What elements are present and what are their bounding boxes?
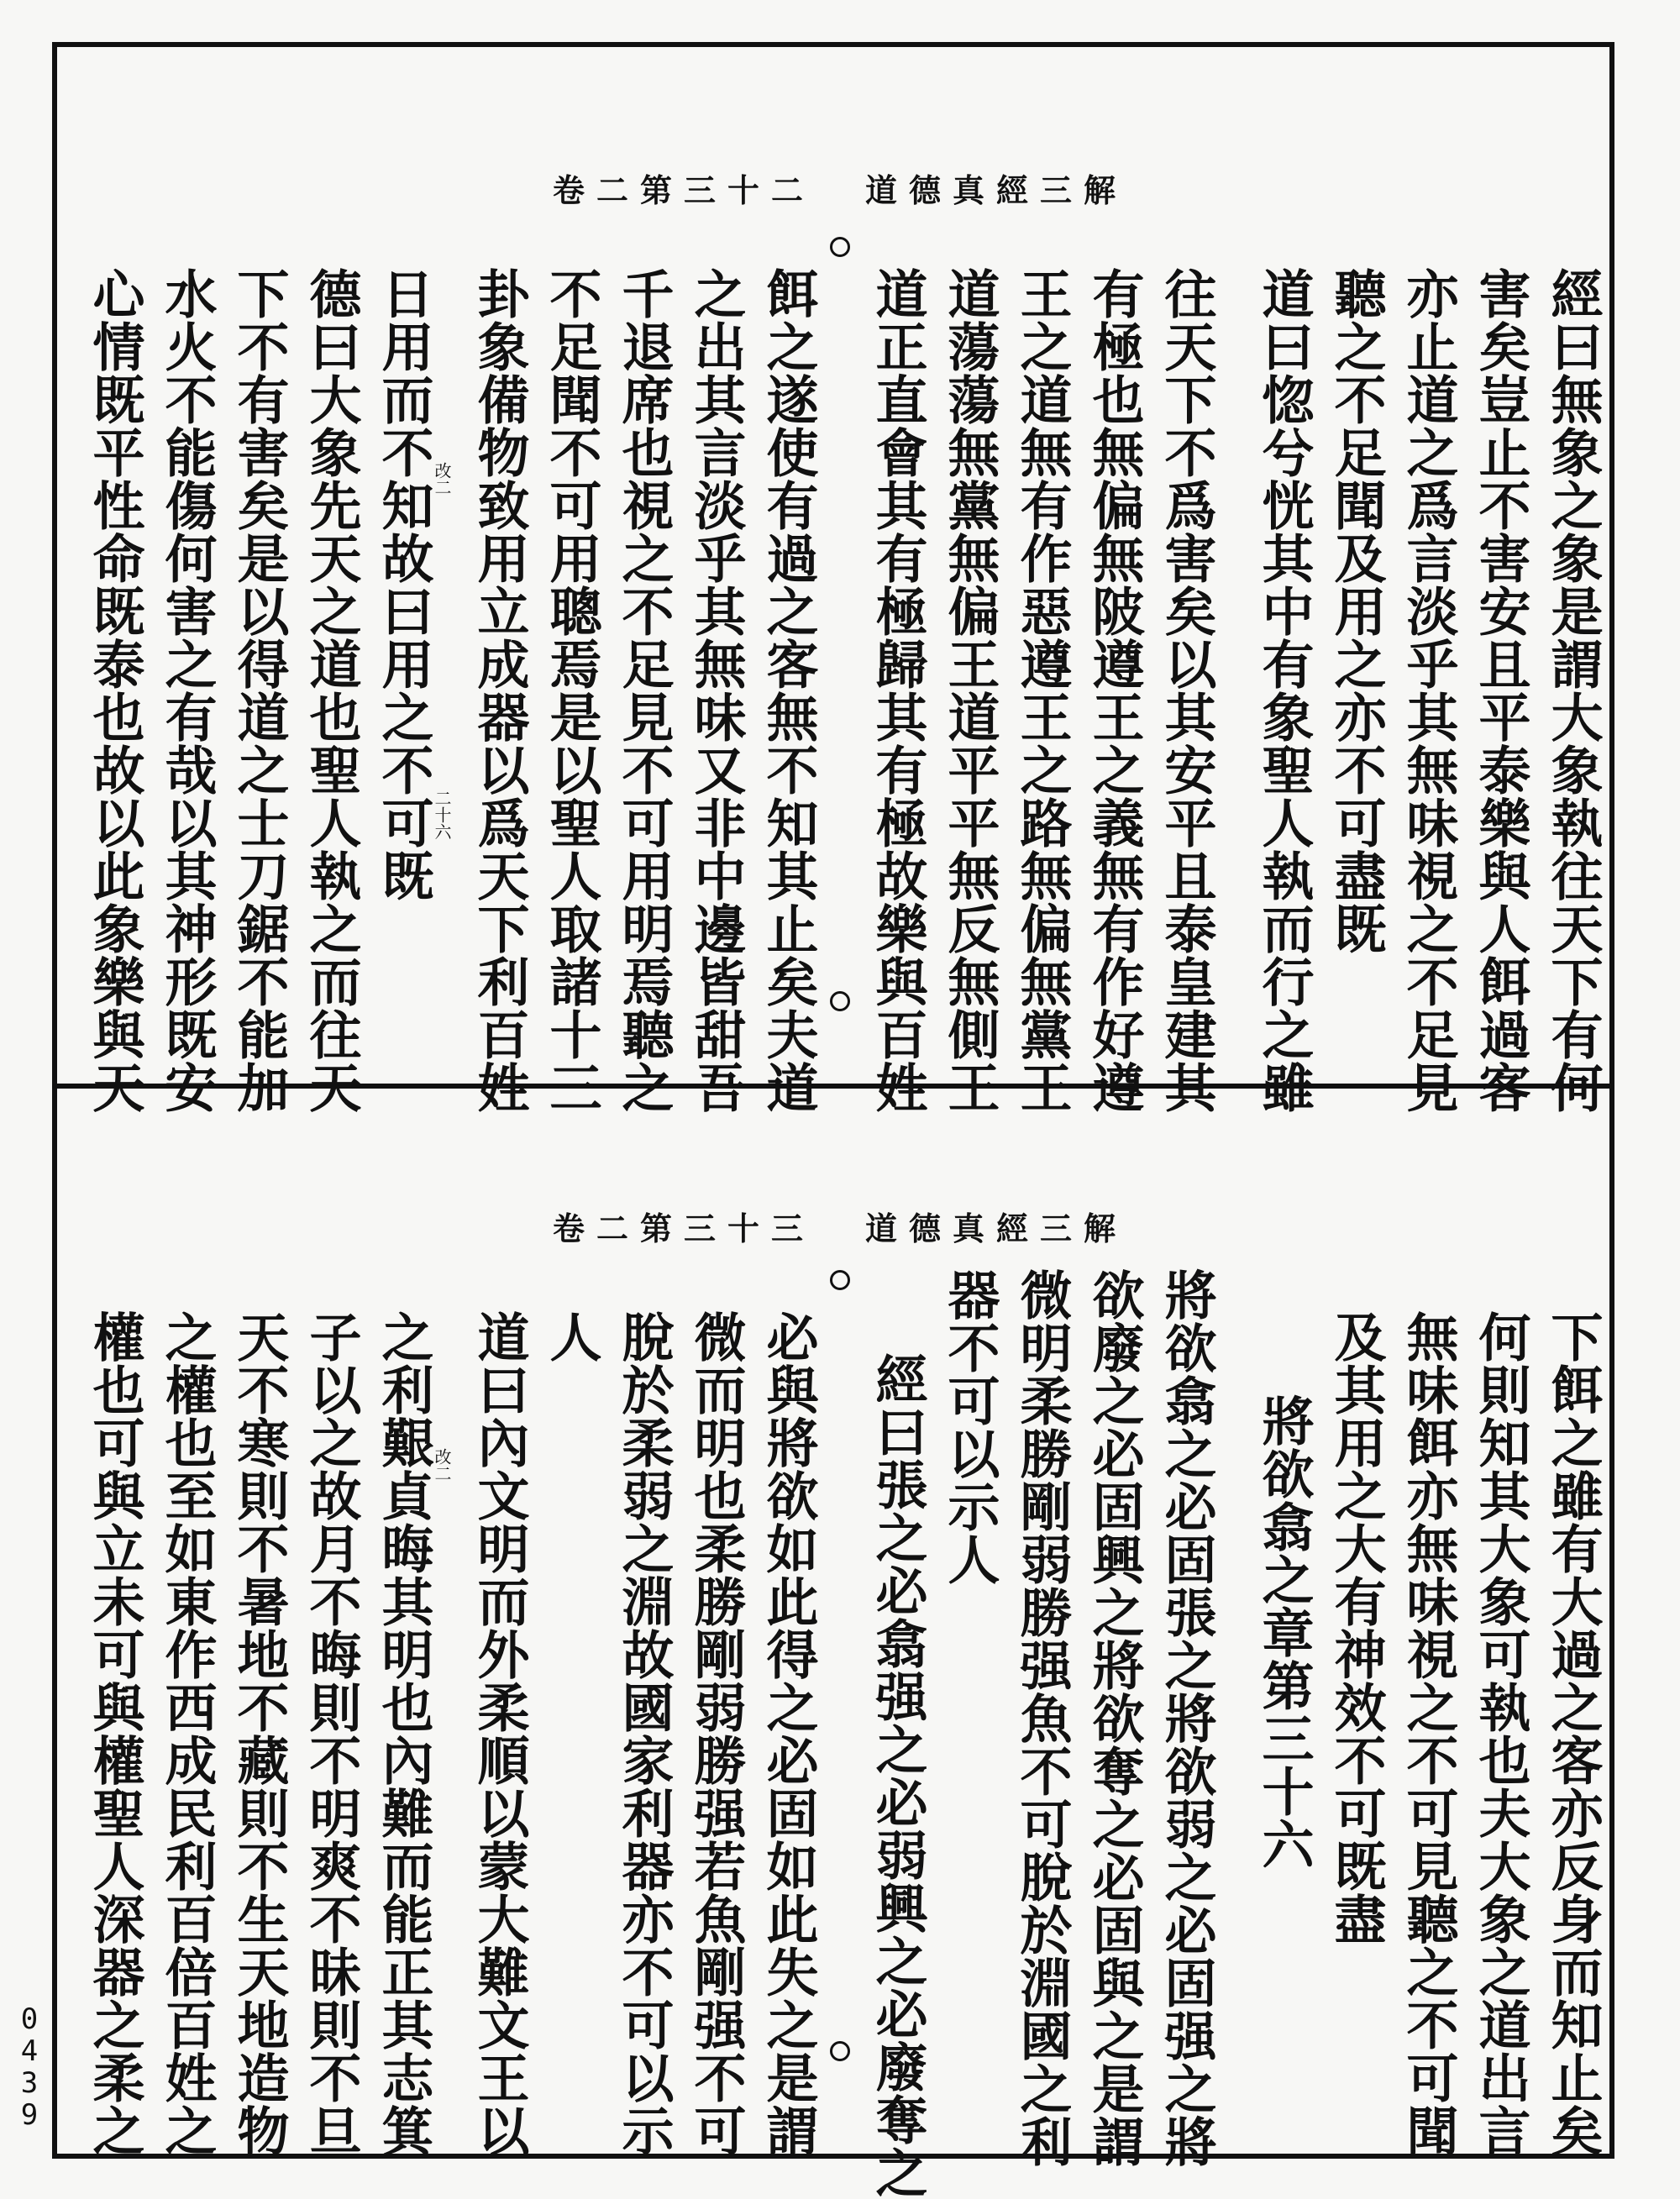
text-column: 天不寒則不暑地不藏則不生天地造物: [228, 1310, 290, 2157]
text-column: 心情既平性命既泰也故以此象樂與天: [84, 267, 145, 1114]
circle-mark: [830, 237, 850, 257]
text-column: 下不有害矣是以得道之士刀鋸不能加: [228, 267, 290, 1114]
margin-note: 改二: [432, 462, 452, 496]
page-number: 0 4 3 9: [20, 2002, 39, 2132]
chapter-heading: 將欲翕之章第三十六: [1253, 1394, 1315, 1871]
text-column: 千退席也視之不足見不可用明焉聽之: [613, 267, 675, 1114]
text-column: 卦象備物致用立成器以爲天下利百姓: [469, 267, 530, 1114]
text-column: 將欲翕之必固張之將欲弱之必固强之將: [1156, 1268, 1217, 2168]
margin-note: 改二: [432, 1448, 452, 1482]
text-column: 往天下不爲害矣以其安平且泰皇建其: [1156, 267, 1217, 1114]
text-column: 權也可與立未可與權聖人深器之柔之: [84, 1310, 145, 2157]
text-column: 無味餌亦無味視之不可見聽之不可聞: [1398, 1310, 1459, 2157]
text-column: 何則知其大象可執也夫大象之道出言: [1470, 1310, 1531, 2157]
text-column: 德曰大象先天之道也聖人執之而往天: [301, 267, 362, 1114]
text-column: 有極也無偏無陂遵王之義無有作好遵: [1084, 267, 1145, 1114]
text-column: 道蕩蕩無黨無偏王道平平無反無側王: [939, 267, 1000, 1114]
text-column: 道正直會其有極歸其有極故樂與百姓: [867, 267, 928, 1114]
bottom-book-title: 道德真經三解: [865, 1210, 1128, 1247]
text-column: 水火不能傷何害之有哉以其神形既安: [156, 267, 218, 1114]
text-column: 脫於柔弱之淵故國家利器亦不可以示: [613, 1310, 675, 2157]
text-column: 子以之故月不晦則不明爽不昧則不旦: [301, 1310, 362, 2157]
text-column: 亦止道之爲言淡乎其無味視之不足見: [1398, 267, 1459, 1114]
text-column: 害矣豈止不害安且平泰樂與人餌過客: [1470, 267, 1531, 1114]
text-column: 微而明也柔勝剛弱勝强若魚剛强不可: [685, 1310, 747, 2157]
top-chapter-label: 卷二第三十二: [552, 171, 815, 209]
text-column: 下餌之雖有大過之客亦反身而知止矣: [1542, 1310, 1604, 2157]
text-column: 道曰內文明而外柔順以蒙大難文王以: [469, 1310, 530, 2157]
circle-mark: [830, 1270, 850, 1290]
margin-note: 二十六: [432, 790, 452, 840]
text-column: 必與將欲如此得之必固如此失之是謂: [758, 1310, 819, 2157]
text-column: 聽之不足聞及用之亦不可盡既: [1326, 267, 1387, 955]
text-column: 王之道無有作惡遵王之路無偏無黨王: [1011, 267, 1073, 1114]
top-running-header: [0, 165, 1680, 211]
text-column: 微明柔勝剛弱勝强魚不可脫於淵國之利: [1011, 1268, 1073, 2168]
text-column: 器不可以示人: [939, 1268, 1000, 1586]
text-column: 之利艱貞晦其明也內難而能正其志箕: [373, 1310, 434, 2157]
text-column: 之出其言淡乎其無味又非中邊皆甜吾: [685, 267, 747, 1114]
text-column: 道曰惚兮恍其中有象聖人執而行之雖: [1253, 267, 1315, 1114]
text-column: 日用而不知故曰用之不可既: [373, 267, 434, 902]
circle-mark: [830, 991, 850, 1011]
top-book-title: 道德真經三解: [865, 171, 1128, 209]
text-column: 欲廢之必固興之將欲奪之必固與之是謂: [1084, 1268, 1145, 2168]
text-column: 及其用之大有神效不可既盡: [1326, 1310, 1387, 1945]
bottom-chapter-label: 卷二第三十三: [552, 1210, 815, 1247]
circle-mark: [830, 2041, 850, 2061]
bottom-running-header: [0, 1203, 1680, 1249]
text-column: 人: [541, 1310, 602, 1363]
text-column: 不足聞不可用聰焉是以聖人取諸十三: [541, 267, 602, 1114]
text-column: 之權也至如東作西成民利百倍百姓之: [156, 1310, 218, 2157]
text-column: 餌之遂使有過之客無不知其止矣夫道: [758, 267, 819, 1114]
text-column: 經曰張之必翕强之必弱興之必廢奪之: [867, 1352, 928, 2199]
text-column: 經曰無象之象是謂大象執往天下有何: [1542, 267, 1604, 1114]
